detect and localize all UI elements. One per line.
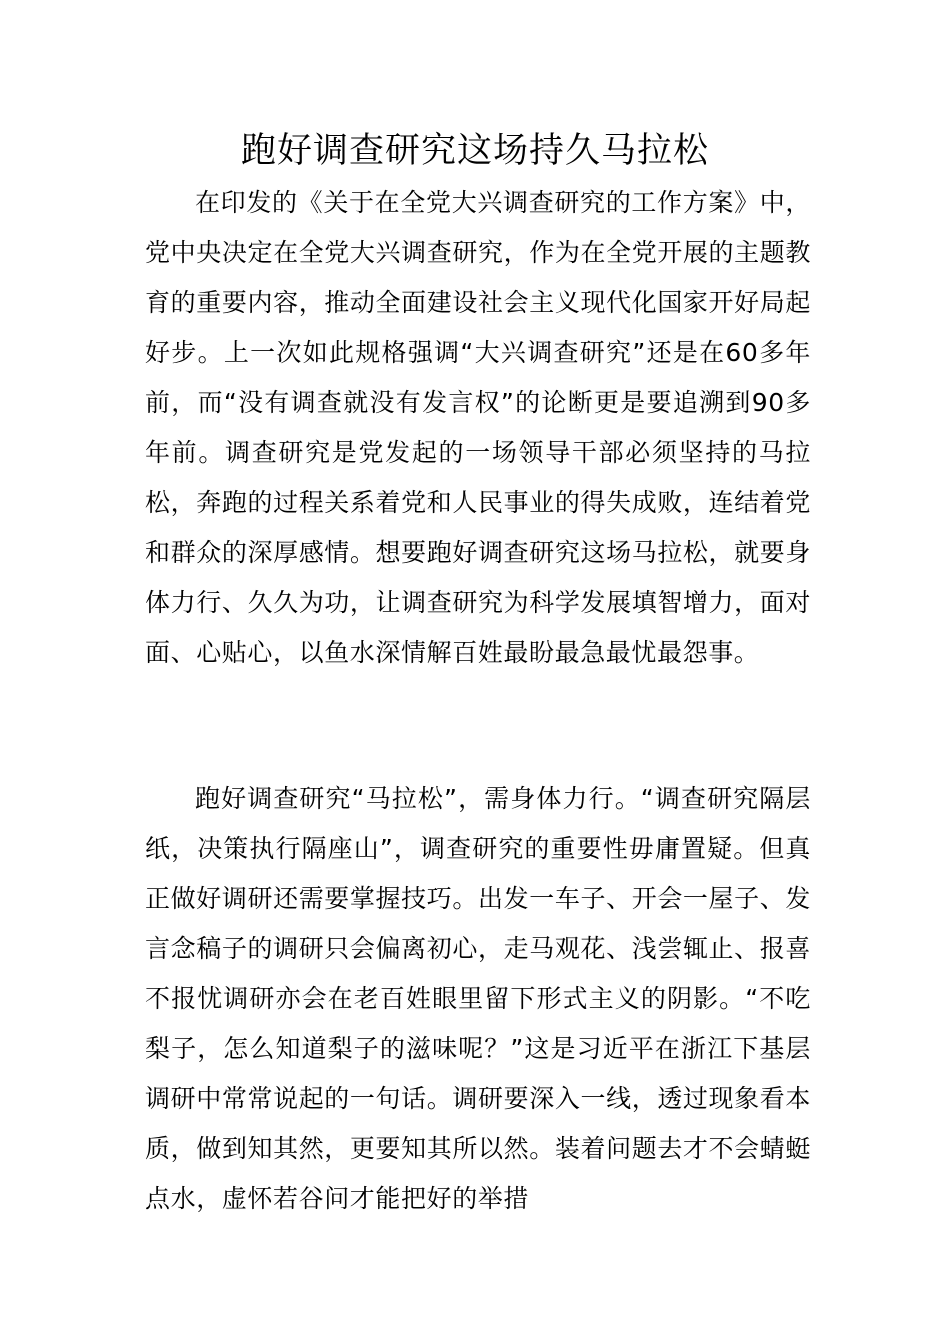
paragraph-1: 在印发的《关于在全党大兴调查研究的工作方案》中，党中央决定在全党大兴调查研究，作为在全党开展的主题教育的重要内容，推动全面建设社会主义现代化国家开好局起好步。上一次如此规格强调“大兴调查研究”还是在60多年前，而“没有调查就没有发言权”的论断更是要追溯到90多年前。调查研究是党发起的一场领导干部必须坚持的马拉松，奔跑的过程关系着党和人民事业的得失成败，连结着党和群众的深厚感情。想要跑好调查研究这场马拉松，就要身体力行、久久为功，让调查研究为科学发展填智增力，面对面、心贴心，以鱼水深情解百姓最盼最急最忧最怨事。 <box>145 188 811 667</box>
document-title: 跑好调查研究这场持久马拉松 <box>240 131 709 171</box>
paragraph-2: 跑好调查研究“马拉松”，需身体力行。“调查研究隔层纸，决策执行隔座山”，调查研究的重要性毋庸置疑。但真正做好调研还需要掌握技巧。出发一车子、开会一屋子、发言念稿子的调研只会偏离初心，走马观花、浅尝辄止、报喜不报忧调研亦会在老百姓眼里留下形式主义的阴影。“不吃梨子，怎么知道梨子的滋味呢？”这是习近平在浙江下基层调研中常常说起的一句话。调研要深入一线，透过现象看本质，做到知其然，更要知其所以然。装着问题去才不会蜻蜓点水，虚怀若谷问才能把好的举措 <box>145 784 811 1213</box>
